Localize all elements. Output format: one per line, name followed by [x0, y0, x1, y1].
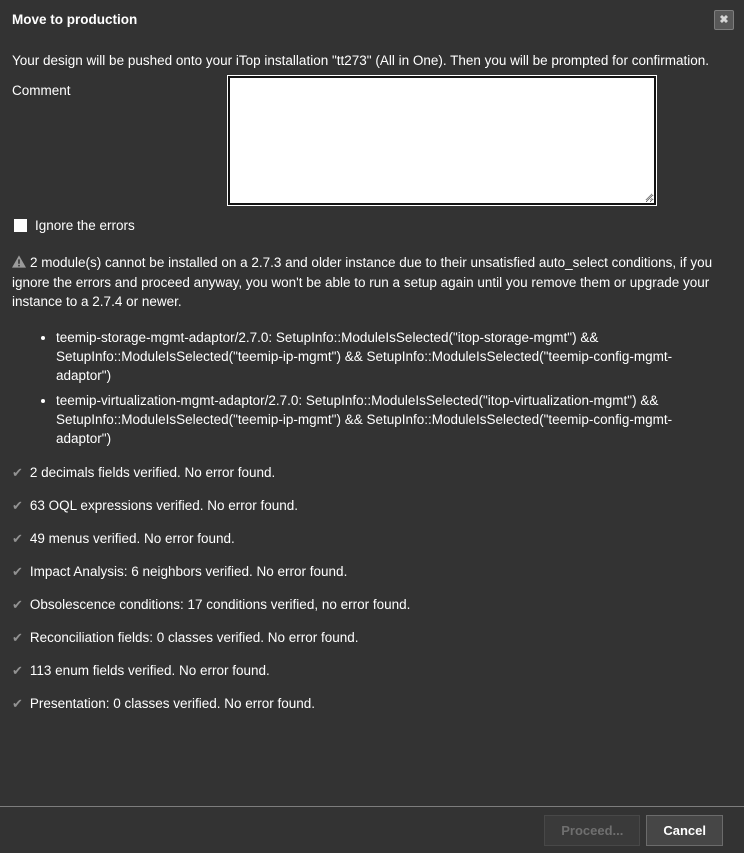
verification-check-row — [12, 595, 732, 614]
warning-message — [12, 253, 728, 311]
close-button[interactable] — [714, 10, 734, 30]
warning-text: 2 module(s) cannot be installed on a 2.7.3 and older instance due to their unsatisfied auto_select conditions, if you ignore the errors and proceed anyway, you won't be able to run a setup again until you remove them or upgrade your instance to a 2.7.4 or newer. — [12, 255, 713, 309]
check-icon: ✔ — [12, 597, 23, 612]
check-text: 113 enum fields verified. No error found. — [29, 663, 270, 678]
ignore-errors-checkbox[interactable] — [14, 219, 27, 232]
comment-label: Comment — [12, 83, 71, 98]
ignore-errors-label: Ignore the errors — [35, 218, 135, 233]
check-icon: ✔ — [12, 498, 23, 513]
verification-check-list — [0, 463, 744, 713]
verification-check-row — [12, 529, 732, 548]
cancel-button[interactable]: Cancel — [646, 815, 723, 846]
check-icon: ✔ — [12, 696, 23, 711]
check-text: Presentation: 0 classes verified. No error found. — [29, 696, 316, 711]
check-text: Obsolescence conditions: 17 conditions verified, no error found. — [29, 597, 411, 612]
module-error-item: • teemip-virtualization-mgmt-adaptor/2.7.0: SetupInfo::ModuleIsSelected("itop-virtualization-mgmt") && SetupInfo::ModuleIsSelected("teemip-ip-mgmt") && SetupInfo::ModuleIsSelected("teemip-config-mgmt-adaptor") — [56, 391, 724, 448]
check-icon: ✔ — [12, 465, 23, 480]
dialog-footer — [0, 806, 744, 853]
verification-check-row — [12, 562, 732, 581]
proceed-button[interactable]: Proceed... — [544, 815, 640, 846]
check-icon: ✔ — [12, 564, 23, 579]
close-icon: ✖ — [719, 14, 729, 26]
comment-row — [12, 76, 732, 205]
check-icon: ✔ — [12, 531, 23, 546]
check-text: 49 menus verified. No error found. — [29, 531, 235, 546]
dialog-title: Move to production — [12, 12, 138, 27]
check-text: Impact Analysis: 6 neighbors verified. No error found. — [29, 564, 348, 579]
verification-check-row — [12, 496, 732, 515]
dialog-header — [0, 0, 744, 27]
check-text: 63 OQL expressions verified. No error found. — [29, 498, 299, 513]
warning-icon — [12, 254, 26, 273]
check-icon: ✔ — [12, 630, 23, 645]
intro-text: Your design will be pushed onto your iTop installation "tt273" (All in One). Then you will be prompted for confirmation. — [12, 53, 709, 68]
module-error-list — [0, 328, 744, 448]
check-icon: ✔ — [12, 663, 23, 678]
check-text: 2 decimals fields verified. No error found. — [29, 465, 276, 480]
ignore-errors-row — [14, 218, 732, 233]
verification-check-row — [12, 694, 732, 713]
comment-input[interactable] — [228, 76, 656, 205]
module-error-item: • teemip-storage-mgmt-adaptor/2.7.0: SetupInfo::ModuleIsSelected("itop-storage-mgmt") && SetupInfo::ModuleIsSelected("teemip-ip-mgmt") && SetupInfo::ModuleIsSelected("teemip-config-mgmt-adaptor") — [56, 328, 724, 385]
verification-check-row — [12, 661, 732, 680]
check-text: Reconciliation fields: 0 classes verified. No error found. — [29, 630, 359, 645]
verification-check-row — [12, 628, 732, 647]
comment-textarea-wrap — [228, 76, 656, 205]
verification-check-row — [12, 463, 732, 482]
